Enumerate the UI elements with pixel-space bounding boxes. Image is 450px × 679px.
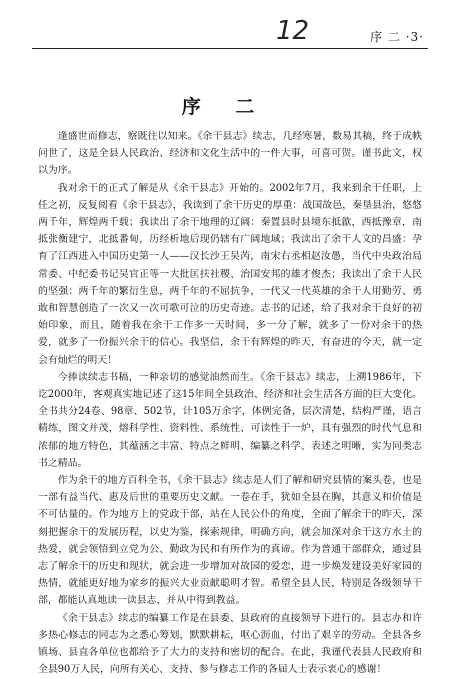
running-head: 序 二 ·3· [370,30,424,44]
header-rule [32,48,428,49]
paragraph: 今捧读续志书稿，一种亲切的感觉油然而生。《余干县志》续志，上溯1986年，下讫2000年，客观真实地记述了这15年间全县政治、经济和社会生活各方面的巨大变化。全书共分24卷、98章、502节，计105万余字，体例完备，层次清楚，结构严谨，语言精练，图文并茂，熔科学性、资料性、系统性、可读性于一炉，具有强烈的时代气息和浓郁的地方特色，其蕴涵之丰富、特点之鲜明、编纂之科学、表述之明晰，实为同类志书之精品。 [38,371,422,469]
paragraph: 逢盛世而修志，察既往以知来。《余干县志》续志，几经寒暑，数易其稿，终于成帙问世了，这是全县人民政治、经济和文化生活中的一件大事，可喜可贺。谨书此文，权以为序。 [38,131,422,177]
paragraph: 我对余干的正式了解是从《余干县志》开始的。2002年7月，我来到余干任职，上任之初，反复阅看《余干县志》，我读到了余干历史的厚重：战国故邑，秦垦县治，悠悠两千年，辉煌两千载；我读出了余干地理的辽阔：秦置县时县境东抵歙，西抵豫章，南抵张衡建宁，北抵番甸，历经析地后现仍辖有广阔地域；我读出了余干人文的昌盛：孕育了江西进入中国历史第一人——汉长沙王吴芮，南宋右丞相赵汝愚，当代中央政治局常委、中纪委书记吴官正等一大批匡扶社稷、治国安邦的雄才俊杰；我读出了余干人民的坚强：两千年的繁衍生息，两千年的不屈抗争，一代又一代英雄的余干人用勤劳、勇敢和智慧创造了一次又一次可歌可泣的历史奇迹。志书的记述，给了我对余干良好的初始印象，而且，随着我在余干工作多一天时间，多一分了解，就多了一份对余干的热爱，就多了一份振兴余干的信心。我坚信，余干有辉煌的昨天，有奋进的今天，就一定会有灿烂的明天！ [38,182,422,366]
paragraph: 作为余干的地方百科全书，《余干县志》续志是人们了解和研究县情的案头卷，也是一部有益当代、惠及后世的重要历史文献。一卷在手，犹如全县在胸，其意义和价值是不可估量的。作为地方上的党政干部，站在人民公仆的角度，全面了解余干的昨天，深刻把握余干的发展历程，以史为鉴，探索规律，明确方向，就会加深对余干这方水土的热爱，就会领悟到立党为公、勤政为民和有所作为的真谛。作为普通干部群众，通过县志了解余干的历史和现状，就会进一步增加对故园的爱恋，进一步焕发建设美好家园的热情，就能更好地为家乡的振兴大业贡献聪明才智。希望全县人民，特别是各级领导干部，都能认真地读一读县志，并从中得到教益。 [38,475,422,607]
body-text [38,128,422,679]
handwritten-page-mark: 12 [276,16,310,46]
paragraph: 《余干县志》续志的编纂工作是在县委、县政府的直接领导下进行的。县志办和许多热心修志的同志为之悉心筹划，默默耕耘，呕心沥血，付出了艰辛的劳动。全县各乡镇场、县直各单位也都给予了大力的支持和密切的配合。在此，我谨代表县人民政府和全县90万人民，向所有关心、支持、参与修志工作的各届人士表示衷心的感谢！ [38,612,422,676]
page-header [32,16,428,50]
page-title: 序 二 [181,96,269,118]
